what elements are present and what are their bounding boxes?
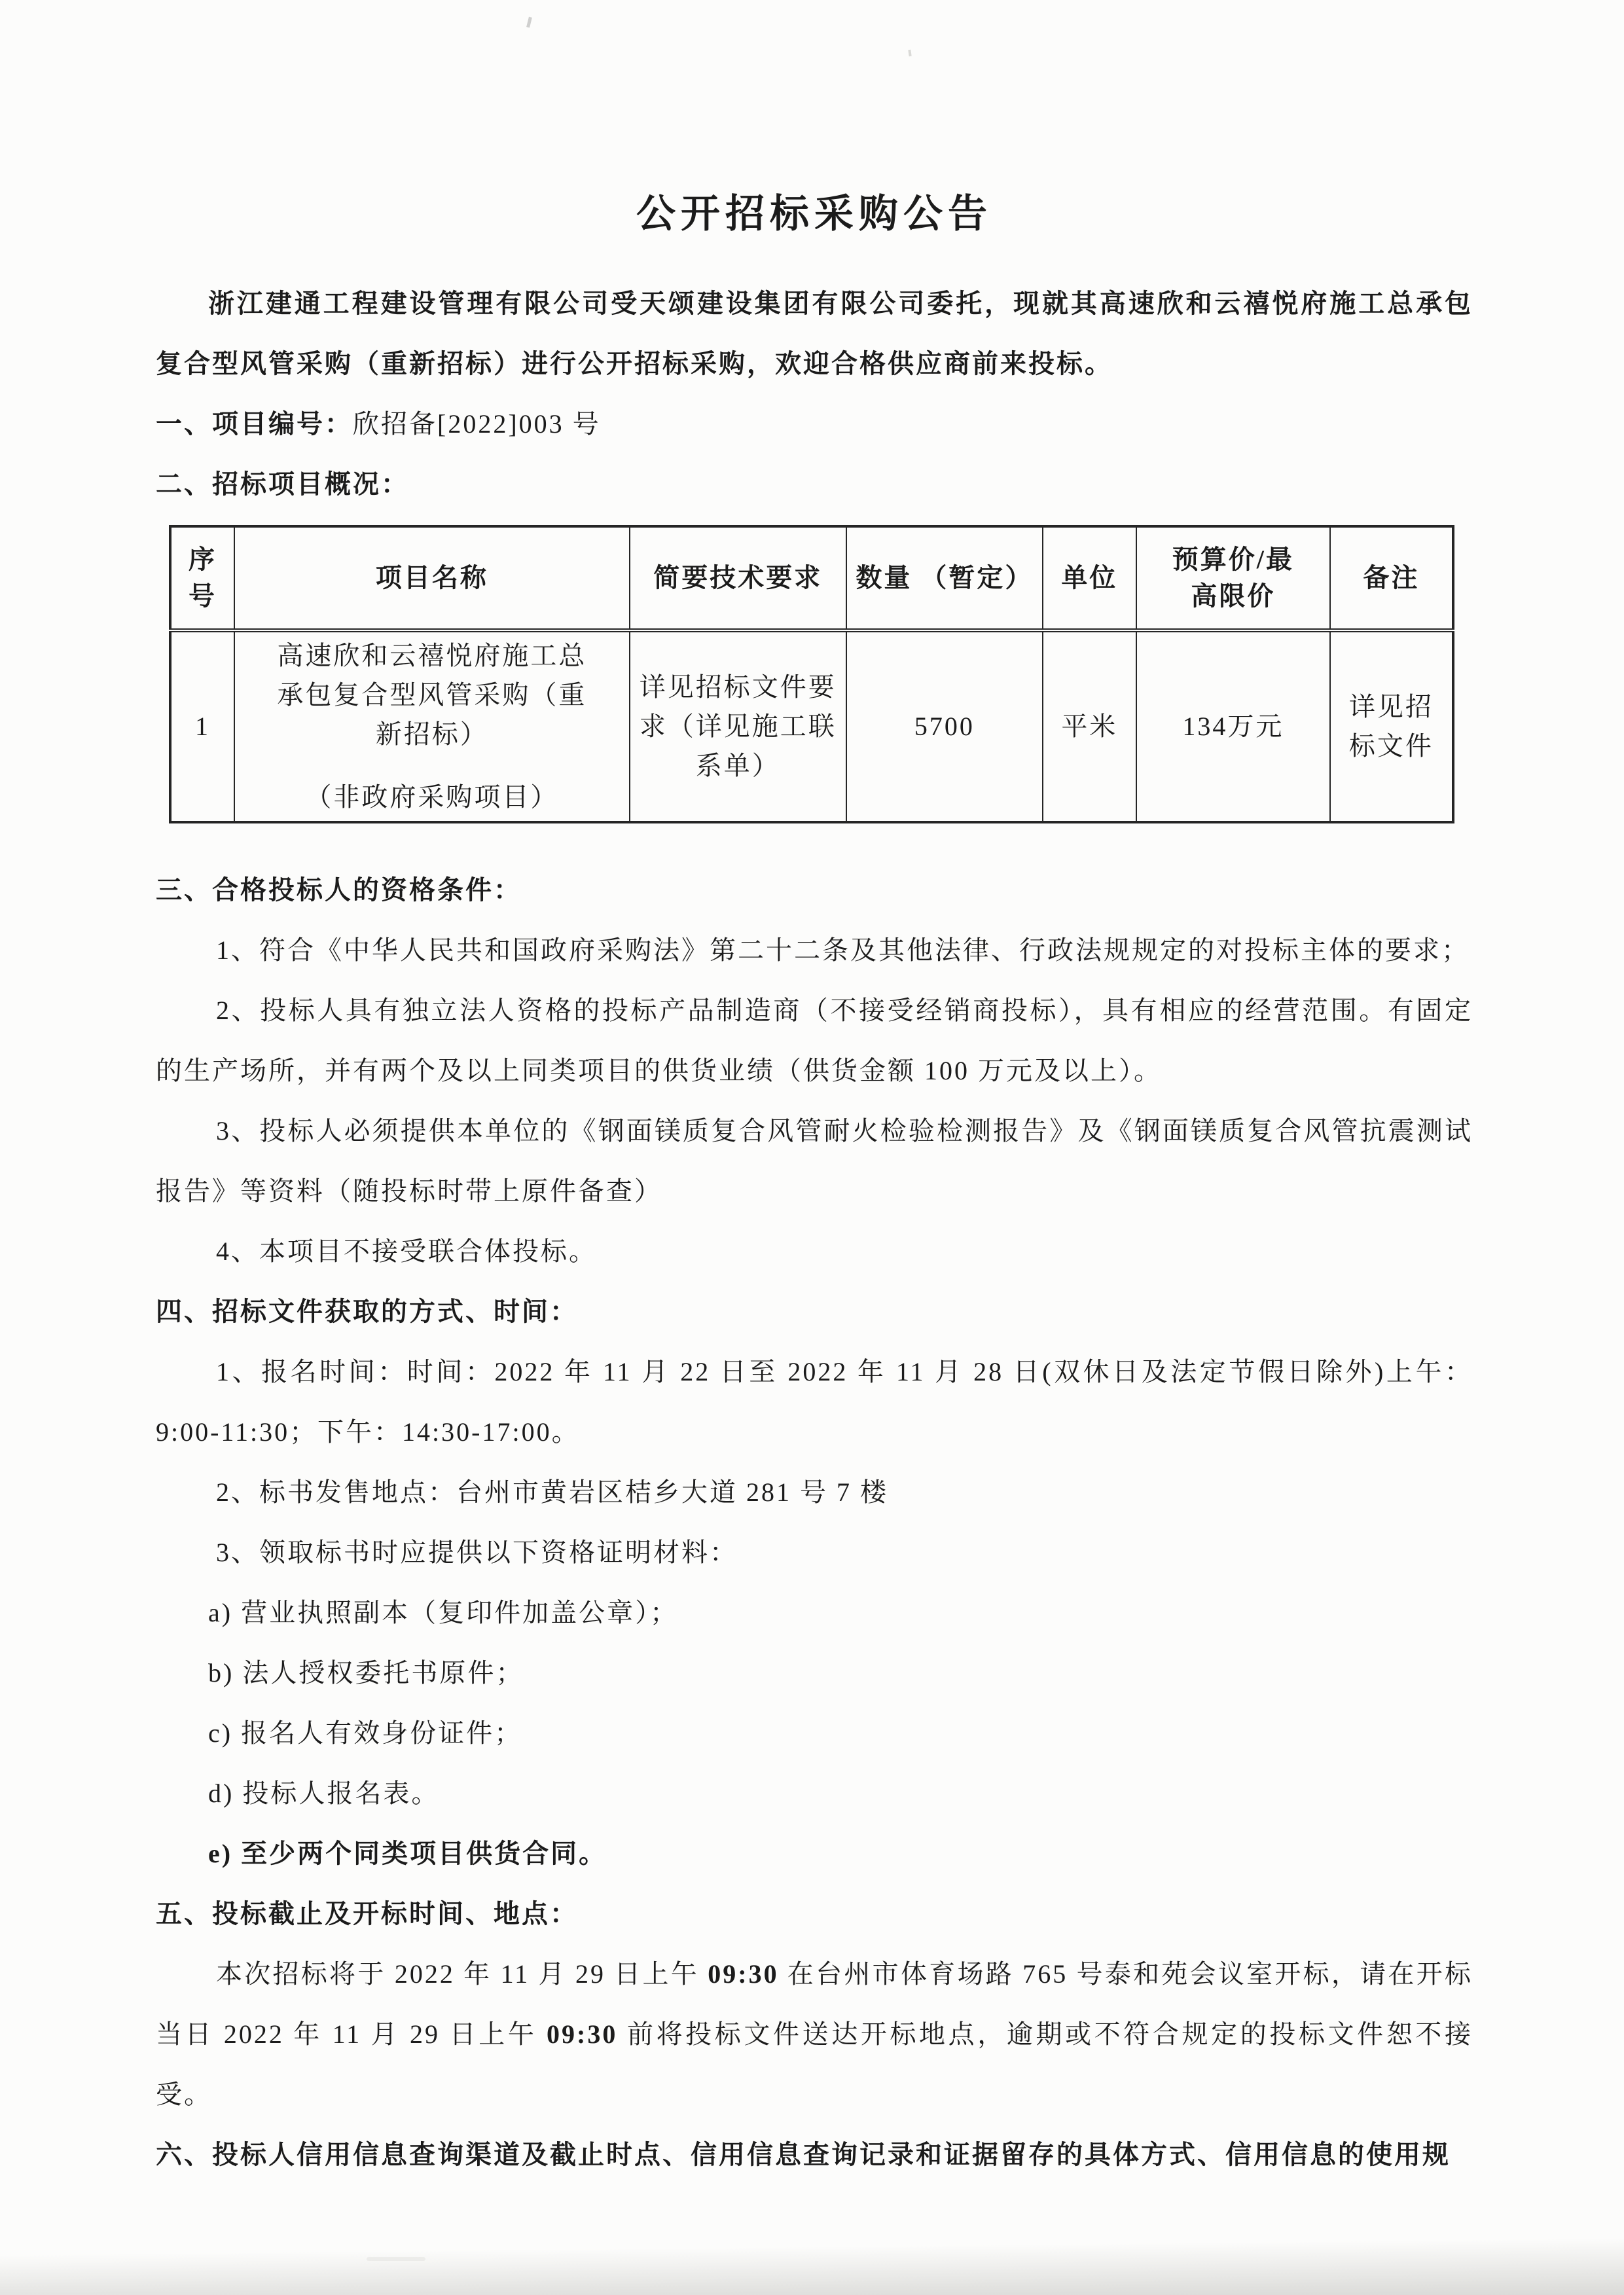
bid-opening-text-2: 在台州市体育场路 765 号泰和苑会议室开标，请在开标当日 2022 年 11 月 29 日上午: [156, 1959, 1473, 2049]
document-sale-location-item: 2、标书发售地点：台州市黄岩区桔乡大道 281 号 7 楼: [216, 1477, 888, 1507]
header-remarks: 备注: [1330, 526, 1453, 630]
required-materials-item: 3、领取标书时应提供以下资格证明材料：: [216, 1538, 738, 1567]
qualification-item-4: 4、本项目不接受联合体投标。: [216, 1237, 597, 1266]
material-item-b: b) 法人授权委托书原件；: [208, 1658, 524, 1688]
qualification-item-3: 3、投标人必须提供本单位的《钢面镁质复合风管耐火检验检测报告》及《钢面镁质复合风管抗震测试报告》等资料（随投标时带上原件备查）: [156, 1116, 1473, 1206]
header-quantity: 数量 （暂定）: [846, 526, 1043, 630]
table-row: [170, 630, 1453, 822]
registration-time-item: 1、报名时间：时间：2022 年 11 月 22 日至 2022 年 11 月 28 日(双休日及法定节假日除外)上午：9:00-11:30；下午：14:30-17:00。: [156, 1357, 1473, 1447]
project-number-value: 欣招备[2022]003 号: [353, 409, 601, 439]
material-item-a: a) 营业执照副本（复印件加盖公章）；: [208, 1598, 679, 1627]
bid-opening-time-2: 09:30: [547, 2019, 618, 2049]
header-budget-price: 预算价/最高限价: [1136, 526, 1330, 630]
project-overview-table-wrap: [169, 525, 1456, 823]
cell-unit: 平米: [1043, 630, 1136, 822]
section-5-heading: 五、投标截止及开标时间、地点：: [156, 1899, 578, 1928]
project-number-line: [156, 394, 1473, 454]
section-2-heading: 二、招标项目概况：: [156, 469, 409, 499]
qualification-item-1: 1、符合《中华人民共和国政府采购法》第二十二条及其他法律、行政法规规定的对投标主体的要求；: [216, 935, 1470, 965]
cell-project-name: [234, 630, 630, 822]
section-4-heading: 四、招标文件获取的方式、时间：: [156, 1297, 578, 1326]
qualification-item-2: 2、投标人具有独立法人资格的投标产品制造商（不接受经销商投标），具有相应的经营范围。有固定的生产场所，并有两个及以上同类项目的供货业绩（供货金额 100 万元及以上）。: [156, 996, 1473, 1085]
header-serial: 序号: [170, 526, 234, 630]
document-content: [156, 0, 1473, 2185]
bid-opening-paragraph: [156, 1944, 1473, 2125]
page-title: 公开招标采购公告: [636, 192, 992, 236]
section-6-heading: 六、投标人信用信息查询渠道及截止时点、信用信息查询记录和证据留存的具体方式、信用信息的使用规: [156, 2140, 1451, 2169]
project-name-main: 高速欣和云禧悦府施工总承包复合型风管采购（重新招标）: [277, 641, 587, 749]
scan-artifact: [367, 2257, 425, 2261]
cell-quantity: 5700: [846, 630, 1043, 822]
cell-serial: 1: [170, 630, 234, 822]
material-item-d: d) 投标人报名表。: [208, 1779, 440, 1808]
bid-opening-text-1: 本次招标将于 2022 年 11 月 29 日上午: [216, 1959, 708, 1989]
project-overview-table: [169, 525, 1454, 823]
material-item-c: c) 报名人有效身份证件；: [208, 1718, 523, 1748]
cell-remarks: 详见招标文件: [1330, 630, 1453, 822]
bid-opening-text-3: 前将投标文件送达开标地点，逾期或不符合规定的投标文件恕不接受。: [156, 2019, 1473, 2109]
bid-opening-time-1: 09:30: [708, 1959, 779, 1989]
header-tech-requirements: 简要技术要求: [630, 526, 846, 630]
project-name-sub: （非政府采购项目）: [305, 782, 559, 812]
table-header-row: [170, 526, 1453, 630]
project-number-label: 一、项目编号：: [156, 409, 353, 439]
header-unit: 单位: [1043, 526, 1136, 630]
intro-paragraph: 浙江建通工程建设管理有限公司受天颂建设集团有限公司委托，现就其高速欣和云禧悦府施工总承包复合型风管采购（重新招标）进行公开招标采购，欢迎合格供应商前来投标。: [156, 289, 1473, 378]
material-item-e: e) 至少两个同类项目供货合同。: [208, 1839, 607, 1868]
header-project-name: 项目名称: [234, 526, 630, 630]
cell-budget-price: 134万元: [1136, 630, 1330, 822]
cell-tech-requirements: 详见招标文件要求（详见施工联系单）: [630, 630, 846, 822]
section-3-heading: 三、合格投标人的资格条件：: [156, 875, 522, 905]
